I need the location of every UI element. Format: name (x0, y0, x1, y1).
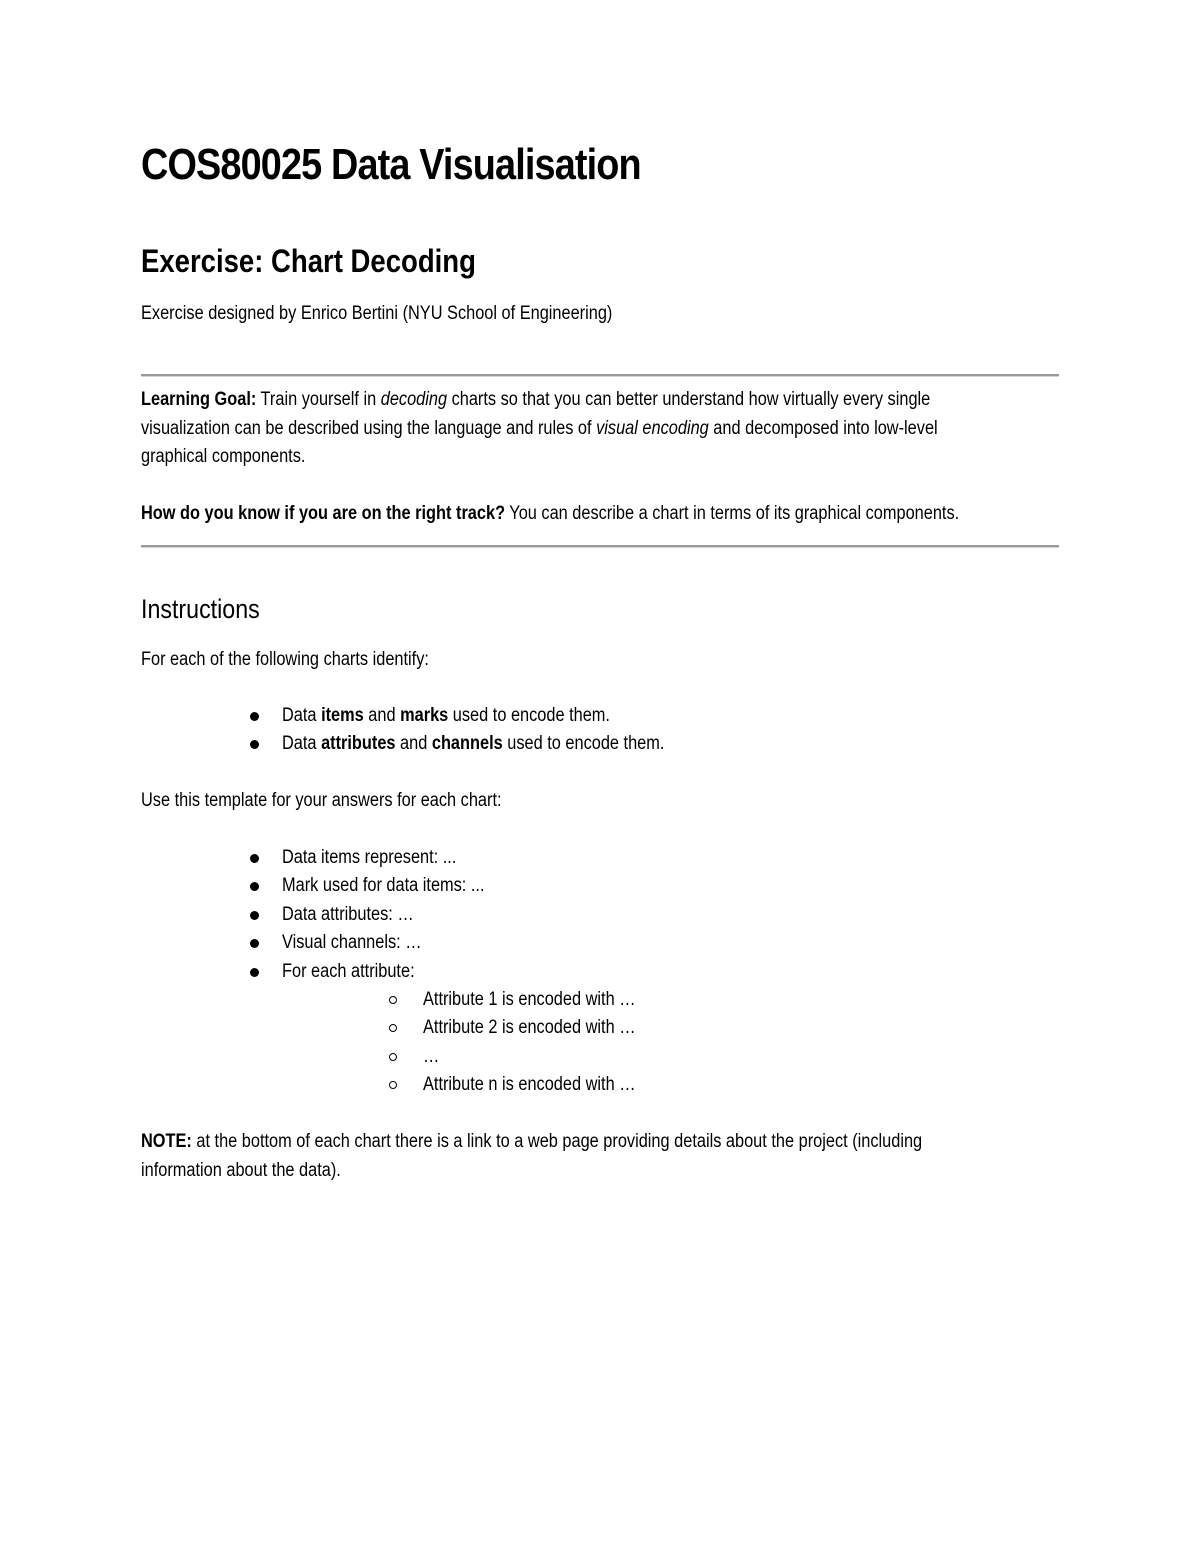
learning-goal-text-3: and decomposed into low-level graphical components. (141, 417, 938, 467)
list-item (282, 702, 727, 730)
sublist-item-text: Attribute 1 is encoded with … (423, 989, 636, 1010)
hollow-bullet-icon (389, 996, 397, 1004)
sublist-item-text: … (423, 1045, 440, 1067)
hollow-bullet-icon (389, 1081, 397, 1089)
learning-goal-text-1: Train yourself in (256, 389, 381, 410)
sublist-item-text: Attribute 2 is encoded with … (423, 1017, 636, 1039)
bottom-divider (141, 545, 1059, 548)
list-item-text: Data attributes: … (282, 903, 414, 925)
list-item (282, 730, 727, 758)
bullet-icon (250, 911, 259, 920)
list-item (282, 872, 517, 900)
list-item (423, 1043, 670, 1071)
list-item (282, 929, 517, 957)
bullet-icon (250, 882, 259, 891)
list-item-text: For each attribute: (282, 960, 415, 982)
learning-goal-text-2: charts so that you can better understand how virtually every single visualization can be described using the language and rules of (141, 389, 931, 439)
bullet-icon (250, 939, 259, 948)
note-paragraph (141, 1128, 1001, 1185)
learning-goal-label: Learning Goal: (141, 389, 257, 410)
item-bold-term: marks (400, 705, 449, 726)
list-item-text: Data items represent: ... (282, 847, 457, 868)
document-title: COS80025 Data Visualisation (141, 140, 641, 189)
note-label: NOTE: (141, 1131, 192, 1152)
list-item (282, 958, 517, 986)
author-byline: Exercise designed by Enrico Bertini (NYU School of Engineering) (141, 303, 613, 324)
template-intro: Use this template for your answers for each chart: (141, 790, 502, 811)
right-track-label: How do you know if you are on the right track? (141, 503, 506, 524)
item-text: Data (282, 733, 322, 755)
item-bold-term: attributes (321, 733, 396, 755)
bullet-icon (250, 854, 259, 863)
attribute-sublist (423, 986, 670, 1100)
bullet-icon (250, 740, 259, 749)
instructions-heading: Instructions (141, 594, 260, 624)
list-item (282, 901, 517, 929)
instructions-intro: For each of the following charts identify: (141, 649, 429, 670)
bullet-icon (250, 968, 259, 977)
hollow-bullet-icon (389, 1053, 397, 1061)
list-item (282, 844, 517, 872)
top-divider (141, 374, 1059, 377)
item-text: used to encode them. (502, 733, 665, 755)
item-bold-term: items (321, 705, 364, 726)
note-text: at the bottom of each chart there is a link to a web page providing details about the project (including information about the data). (141, 1131, 923, 1181)
item-text: and (363, 705, 401, 726)
list-item (423, 1071, 670, 1099)
right-track-text: You can describe a chart in terms of its graphical components. (505, 503, 960, 524)
item-text: and (395, 733, 432, 755)
item-text: Data (282, 705, 322, 726)
learning-goal-emphasis-1: decoding (380, 389, 448, 410)
identify-list (282, 702, 727, 759)
sublist-item-text: Attribute n is encoded with … (423, 1074, 636, 1096)
list-item (423, 986, 670, 1014)
right-track-paragraph (141, 500, 1001, 529)
hollow-bullet-icon (389, 1024, 397, 1032)
template-list (282, 844, 517, 986)
item-bold-term: channels (431, 733, 503, 755)
list-item-text: Mark used for data items: ... (282, 875, 485, 897)
learning-goal-emphasis-2: visual encoding (596, 417, 709, 439)
list-item-text: Visual channels: … (282, 932, 422, 954)
learning-goal-paragraph (141, 386, 1001, 472)
bullet-icon (250, 712, 259, 721)
exercise-subtitle: Exercise: Chart Decoding (141, 243, 476, 279)
item-text: used to encode them. (448, 705, 610, 726)
list-item (423, 1014, 670, 1042)
